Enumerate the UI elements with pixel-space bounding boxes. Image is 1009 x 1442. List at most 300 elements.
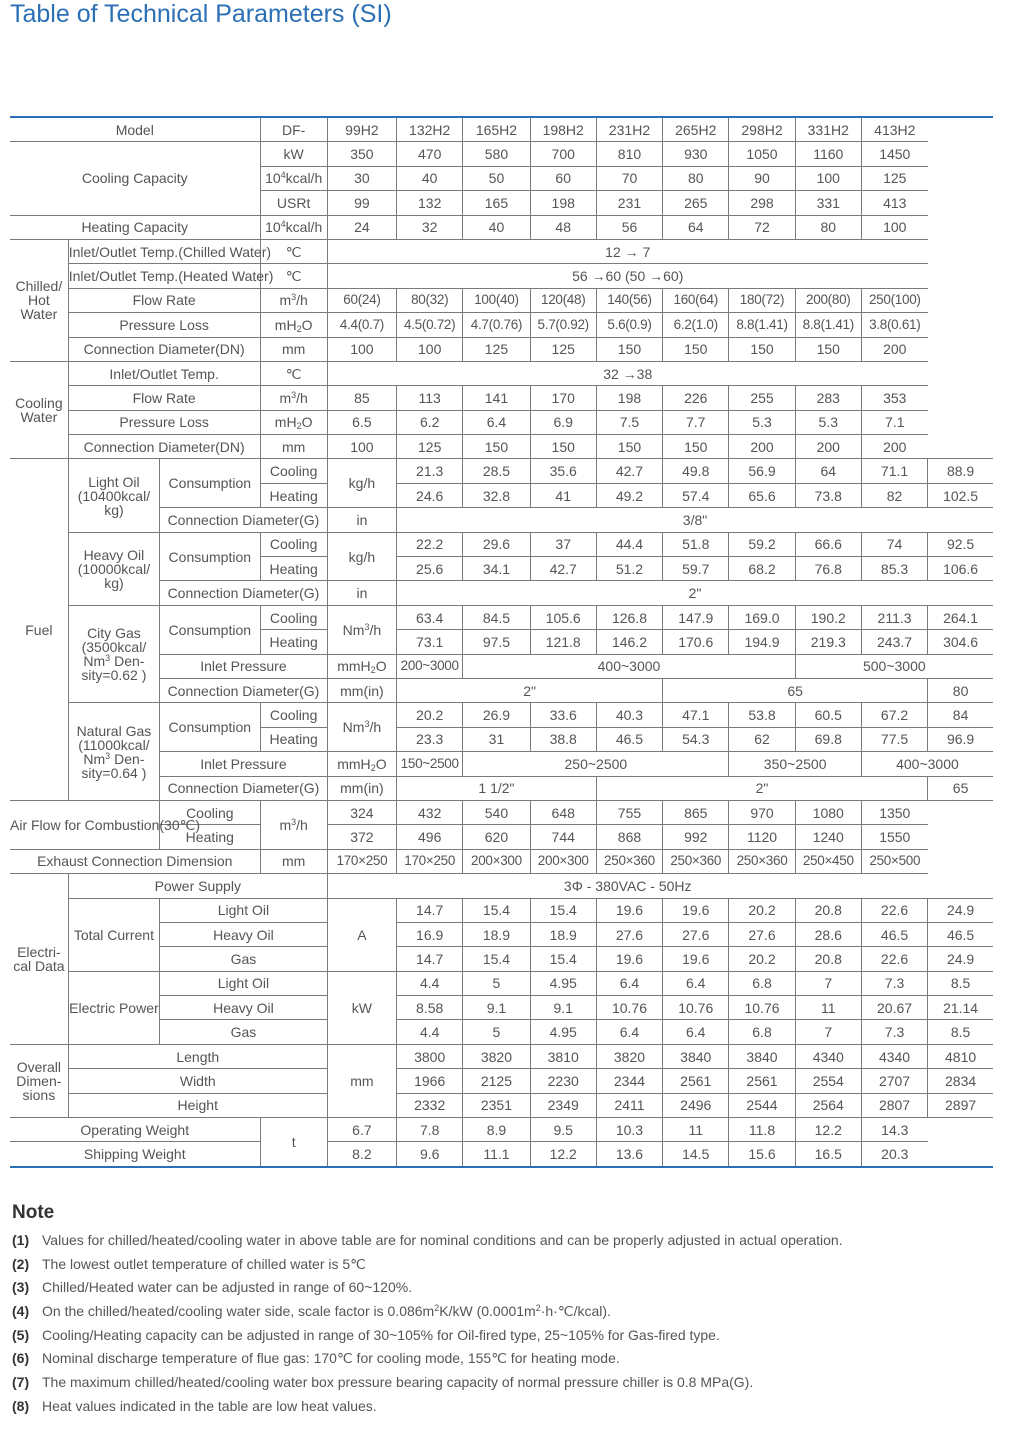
unit-cell: $10^4kcal/h$ xyxy=(260,166,327,190)
value-cell: 1550 xyxy=(861,825,927,849)
row-label: Flow Rate xyxy=(68,288,260,312)
group-label: Electri- cal Data xyxy=(10,874,68,1045)
value-cell: 2230 xyxy=(530,1069,596,1093)
value-cell: 6.8 xyxy=(729,1020,795,1044)
table-row xyxy=(10,800,993,824)
value-cell: 264.1 xyxy=(928,605,993,629)
value-cell: 19.6 xyxy=(596,898,662,922)
value-cell: 226 xyxy=(663,386,729,410)
value-cell: 400~3000 xyxy=(861,752,993,776)
value-cell: 20.2 xyxy=(397,703,463,727)
value-cell: 5.3 xyxy=(729,410,795,434)
note-item xyxy=(12,1374,843,1398)
value-cell: 2125 xyxy=(463,1069,530,1093)
value-cell: 19.6 xyxy=(663,898,729,922)
value-cell: 51.2 xyxy=(596,557,662,581)
table-row xyxy=(10,264,993,288)
value-cell: 150~2500 xyxy=(397,752,463,776)
value-cell: 64 xyxy=(795,459,861,483)
value-cell: 42.7 xyxy=(530,557,596,581)
value-cell: 15.6 xyxy=(729,1142,795,1167)
value-cell: 41 xyxy=(530,483,596,507)
value-cell: 20.2 xyxy=(729,898,795,922)
row-label: Connection Diameter(G) xyxy=(160,508,328,532)
row-label: Light Oil xyxy=(160,971,328,995)
value-cell: 198 xyxy=(596,386,662,410)
row-label: Gas xyxy=(160,947,328,971)
value-cell: 27.6 xyxy=(729,922,795,946)
value-cell: 16.9 xyxy=(397,922,463,946)
value-cell: 10.76 xyxy=(663,996,729,1020)
row-label: Model xyxy=(10,117,260,142)
value-cell: 8.8(1.41) xyxy=(729,313,795,337)
table-row xyxy=(10,898,993,922)
value-cell: 7.3 xyxy=(861,971,927,995)
page-title: Table of Technical Parameters (SI) xyxy=(10,0,392,28)
value-cell: 11.1 xyxy=(463,1142,530,1167)
row-label: Pressure Loss xyxy=(68,410,260,434)
row-label: Heating xyxy=(260,630,327,654)
value-cell: 27.6 xyxy=(663,922,729,946)
row-label: Inlet Pressure xyxy=(160,654,328,678)
note-item xyxy=(12,1256,843,1280)
unit-cell: t xyxy=(260,1118,327,1167)
value-cell: 32 →38 xyxy=(327,361,927,385)
value-cell: 4.95 xyxy=(530,971,596,995)
value-cell: 49.8 xyxy=(663,459,729,483)
unit-cell: A xyxy=(327,898,396,971)
value-cell: 150 xyxy=(596,337,662,361)
value-cell: 4810 xyxy=(928,1044,993,1068)
model-header: 331H2 xyxy=(795,117,861,142)
value-cell: 77.5 xyxy=(861,727,927,751)
value-cell: 38.8 xyxy=(530,727,596,751)
unit-cell: Nm$^3$/h xyxy=(327,703,396,752)
unit-cell: DF- xyxy=(260,117,327,142)
value-cell: 324 xyxy=(327,800,396,824)
row-label: Connection Diameter(G) xyxy=(160,776,328,800)
value-cell: 80 xyxy=(663,166,729,190)
table-row xyxy=(10,874,993,898)
value-cell: 6.4 xyxy=(596,971,662,995)
value-cell: 12 → 7 xyxy=(327,239,927,263)
value-cell: 8.8(1.41) xyxy=(795,313,861,337)
unit-cell: $m^3/h$ xyxy=(260,386,327,410)
value-cell: 65 xyxy=(663,678,928,702)
value-cell: 66.6 xyxy=(795,532,861,556)
value-cell: 3840 xyxy=(729,1044,795,1068)
value-cell: 170×250 xyxy=(397,849,463,873)
unit-cell: Nm$^3$/h xyxy=(327,605,396,654)
value-cell: 10.3 xyxy=(596,1118,662,1142)
value-cell: 250×450 xyxy=(795,849,861,873)
value-cell: 65.6 xyxy=(729,483,795,507)
value-cell: 9.1 xyxy=(530,996,596,1020)
value-cell: 97.5 xyxy=(463,630,530,654)
value-cell: 8.5 xyxy=(928,1020,993,1044)
value-cell: 146.2 xyxy=(596,630,662,654)
row-label: Connection Diameter(G) xyxy=(160,581,328,605)
fuel-name: Light Oil (10400kcal/ kg) xyxy=(68,459,159,532)
value-cell: 930 xyxy=(663,142,729,166)
value-cell: 24.6 xyxy=(397,483,463,507)
unit-cell: ℃ xyxy=(260,361,327,385)
table-row xyxy=(10,117,993,142)
note-text: On the chilled/heated/cooling water side, scale factor is $0.086m^2K/kW$ $(0.0001m^2\cdot h\cdot℃/kcal)$. xyxy=(42,1303,611,1320)
table-row xyxy=(10,1142,993,1167)
note-text: Nominal discharge temperature of flue gas: 170℃ for cooling mode, 155℃ for heating mode. xyxy=(42,1350,620,1367)
value-cell: 6.9 xyxy=(530,410,596,434)
value-cell: 46.5 xyxy=(596,727,662,751)
value-cell: 1120 xyxy=(729,825,795,849)
row-label: Connection Diameter(G) xyxy=(160,678,328,702)
value-cell: 140(56) xyxy=(596,288,662,312)
value-cell: 4.5(0.72) xyxy=(397,313,463,337)
value-cell: 4.4 xyxy=(397,971,463,995)
unit-cell: mm xyxy=(327,1044,396,1117)
value-cell: 125 xyxy=(861,166,927,190)
value-cell: 125 xyxy=(397,435,463,459)
value-cell: 48 xyxy=(530,215,596,239)
model-header: 413H2 xyxy=(861,117,927,142)
value-cell: 2411 xyxy=(596,1093,662,1117)
value-cell: 60(24) xyxy=(327,288,396,312)
value-cell: 74 xyxy=(861,532,927,556)
value-cell: 10.76 xyxy=(596,996,662,1020)
group-label: Overall Dimen- sions xyxy=(10,1044,68,1117)
value-cell: 100 xyxy=(327,435,396,459)
table-row xyxy=(10,435,993,459)
value-cell: 80(32) xyxy=(397,288,463,312)
unit-cell: $mH_2O$ xyxy=(260,313,327,337)
value-cell: 4.95 xyxy=(530,1020,596,1044)
value-cell: 150 xyxy=(729,337,795,361)
value-cell: 150 xyxy=(530,435,596,459)
value-cell: 180(72) xyxy=(729,288,795,312)
fuel-name: City Gas (3500kcal/ Nm$^3$ Den-sity=0.62 ) xyxy=(68,605,159,703)
unit-cell: mm(in) xyxy=(327,678,396,702)
value-cell: 22.6 xyxy=(861,898,927,922)
table-row xyxy=(10,532,993,556)
model-header: 231H2 xyxy=(596,117,662,142)
technical-parameters-table xyxy=(10,116,993,1168)
value-cell: 20.8 xyxy=(795,947,861,971)
note-text: Cooling/Heating capacity can be adjusted in range of 30~105% for Oil-fired type, 25~105% for Gas-fired type. xyxy=(42,1326,720,1343)
row-label: Heating xyxy=(260,557,327,581)
row-label: Light Oil xyxy=(160,898,328,922)
value-cell: 24.9 xyxy=(928,947,993,971)
value-cell: 2" xyxy=(397,678,663,702)
table-row xyxy=(10,605,993,629)
value-cell: 20.2 xyxy=(729,947,795,971)
value-cell: 59.7 xyxy=(663,557,729,581)
row-label: Inlet Pressure xyxy=(160,752,328,776)
value-cell: 73.1 xyxy=(397,630,463,654)
value-cell: 69.8 xyxy=(795,727,861,751)
value-cell: 2351 xyxy=(463,1093,530,1117)
notes-title: Note xyxy=(12,1202,55,1223)
value-cell: 755 xyxy=(596,800,662,824)
value-cell: 169.0 xyxy=(729,605,795,629)
value-cell: 219.3 xyxy=(795,630,861,654)
value-cell: 19.6 xyxy=(596,947,662,971)
value-cell: 132 xyxy=(397,191,463,215)
value-cell: 1966 xyxy=(397,1069,463,1093)
row-label: Cooling xyxy=(160,800,260,824)
value-cell: 8.9 xyxy=(463,1118,530,1142)
value-cell: 700 xyxy=(530,142,596,166)
value-cell: 35.6 xyxy=(530,459,596,483)
row-label: Connection Diameter(DN) xyxy=(68,337,260,361)
value-cell: 6.2 xyxy=(397,410,463,434)
value-cell: 28.6 xyxy=(795,922,861,946)
value-cell: 350~2500 xyxy=(729,752,862,776)
value-cell: 11.8 xyxy=(729,1118,795,1142)
value-cell: 57.4 xyxy=(663,483,729,507)
value-cell: 200×300 xyxy=(530,849,596,873)
value-cell: 170×250 xyxy=(327,849,396,873)
row-label: Cooling xyxy=(260,703,327,727)
value-cell: 59.2 xyxy=(729,532,795,556)
value-cell: 51.8 xyxy=(663,532,729,556)
note-number: (1) xyxy=(12,1232,30,1248)
note-item xyxy=(12,1327,843,1351)
unit-cell: mmH$_2$O xyxy=(327,654,396,678)
value-cell: 32 xyxy=(397,215,463,239)
value-cell: 100 xyxy=(327,337,396,361)
value-cell: 85.3 xyxy=(861,557,927,581)
value-cell: 88.9 xyxy=(928,459,993,483)
note-text: The lowest outlet temperature of chilled water is 5℃ xyxy=(42,1255,366,1272)
fuel-name: Heavy Oil (10000kcal/ kg) xyxy=(68,532,159,605)
group-label: Chilled/ Hot Water xyxy=(10,239,68,361)
note-text: The maximum chilled/heated/cooling water box pressure bearing capacity of normal pressure chiller is 0.8 MPa(G). xyxy=(42,1374,754,1391)
row-label: Heating Capacity xyxy=(10,215,260,239)
value-cell: 29.6 xyxy=(463,532,530,556)
value-cell: 76.8 xyxy=(795,557,861,581)
row-label: Inlet/Outlet Temp.(Chilled Water) xyxy=(68,239,260,263)
value-cell: 34.1 xyxy=(463,557,530,581)
value-cell: 105.6 xyxy=(530,605,596,629)
value-cell: 21.3 xyxy=(397,459,463,483)
value-cell: 64 xyxy=(663,215,729,239)
table-row xyxy=(10,410,993,434)
value-cell: 372 xyxy=(327,825,396,849)
value-cell: 82 xyxy=(861,483,927,507)
value-cell: 150 xyxy=(795,337,861,361)
row-label: Consumption xyxy=(160,532,260,581)
value-cell: 250~2500 xyxy=(463,752,729,776)
row-label: Height xyxy=(68,1093,327,1117)
table-row xyxy=(10,1044,993,1068)
unit-cell: USRt xyxy=(260,191,327,215)
note-item xyxy=(12,1303,843,1327)
value-cell: 194.9 xyxy=(729,630,795,654)
value-cell: 3800 xyxy=(397,1044,463,1068)
value-cell: 47.1 xyxy=(663,703,729,727)
value-cell: 20.8 xyxy=(795,898,861,922)
row-label: Total Current xyxy=(68,898,159,971)
value-cell: 8.58 xyxy=(397,996,463,1020)
row-label: Heavy Oil xyxy=(160,996,328,1020)
value-cell: 9.5 xyxy=(530,1118,596,1142)
value-cell: 68.2 xyxy=(729,557,795,581)
model-header: 198H2 xyxy=(530,117,596,142)
row-label: Cooling xyxy=(260,459,327,483)
value-cell: 2807 xyxy=(861,1093,927,1117)
value-cell: 71.1 xyxy=(861,459,927,483)
row-label: Pressure Loss xyxy=(68,313,260,337)
value-cell: 1450 xyxy=(861,142,927,166)
row-label: Consumption xyxy=(160,459,260,508)
value-cell: 22.6 xyxy=(861,947,927,971)
table-row xyxy=(10,239,993,263)
value-cell: 65 xyxy=(928,776,993,800)
value-cell: 170.6 xyxy=(663,630,729,654)
row-label: Gas xyxy=(160,1020,328,1044)
unit-cell: $m^3/h$ xyxy=(260,800,327,849)
value-cell: 580 xyxy=(463,142,530,166)
value-cell: 24 xyxy=(327,215,396,239)
value-cell: 7 xyxy=(795,1020,861,1044)
unit-cell: kg/h xyxy=(327,459,396,508)
value-cell: 3Φ - 380VAC - 50Hz xyxy=(327,874,927,898)
value-cell: 14.5 xyxy=(663,1142,729,1167)
value-cell: 1350 xyxy=(861,800,927,824)
note-number: (4) xyxy=(12,1303,30,1320)
value-cell: 3820 xyxy=(463,1044,530,1068)
table-row xyxy=(10,386,993,410)
value-cell: 3820 xyxy=(596,1044,662,1068)
value-cell: 331 xyxy=(795,191,861,215)
value-cell: 9.1 xyxy=(463,996,530,1020)
value-cell: 60.5 xyxy=(795,703,861,727)
value-cell: 44.4 xyxy=(596,532,662,556)
value-cell: 211.3 xyxy=(861,605,927,629)
value-cell: 2349 xyxy=(530,1093,596,1117)
value-cell: 92.5 xyxy=(928,532,993,556)
value-cell: 304.6 xyxy=(928,630,993,654)
value-cell: 6.7 xyxy=(327,1118,396,1142)
value-cell: 400~3000 xyxy=(463,654,795,678)
value-cell: 31 xyxy=(463,727,530,751)
note-number: (6) xyxy=(12,1350,30,1367)
unit-cell: kg/h xyxy=(327,532,396,581)
value-cell: 250×360 xyxy=(596,849,662,873)
value-cell: 62 xyxy=(729,727,795,751)
value-cell: 15.4 xyxy=(530,947,596,971)
table-row xyxy=(10,459,993,483)
value-cell: 1080 xyxy=(795,800,861,824)
value-cell: 12.2 xyxy=(530,1142,596,1167)
value-cell: 15.4 xyxy=(463,898,530,922)
row-label: Air Flow for Combustion(30℃) xyxy=(10,800,160,849)
value-cell: 20.3 xyxy=(861,1142,927,1167)
row-label: Length xyxy=(68,1044,327,1068)
value-cell: 160(64) xyxy=(663,288,729,312)
value-cell: 4.7(0.76) xyxy=(463,313,530,337)
row-label: Shipping Weight xyxy=(10,1142,260,1167)
table-row xyxy=(10,703,993,727)
value-cell: 121.8 xyxy=(530,630,596,654)
value-cell: 1 1/2" xyxy=(397,776,597,800)
value-cell: 190.2 xyxy=(795,605,861,629)
value-cell: 46.5 xyxy=(928,922,993,946)
value-cell: 868 xyxy=(596,825,662,849)
value-cell: 198 xyxy=(530,191,596,215)
value-cell: 250×360 xyxy=(729,849,795,873)
row-label: Electric Power xyxy=(68,971,159,1044)
value-cell: 413 xyxy=(861,191,927,215)
value-cell: 4340 xyxy=(795,1044,861,1068)
value-cell: 16.5 xyxy=(795,1142,861,1167)
value-cell: 18.9 xyxy=(530,922,596,946)
value-cell: 40.3 xyxy=(596,703,662,727)
value-cell: 20.67 xyxy=(861,996,927,1020)
value-cell: 5 xyxy=(463,971,530,995)
notes-list xyxy=(12,1232,843,1422)
value-cell: 63.4 xyxy=(397,605,463,629)
value-cell: 147.9 xyxy=(663,605,729,629)
value-cell: 496 xyxy=(397,825,463,849)
value-cell: 2" xyxy=(397,581,993,605)
unit-cell: mm xyxy=(260,435,327,459)
value-cell: 3840 xyxy=(663,1044,729,1068)
value-cell: 8.2 xyxy=(327,1142,396,1167)
value-cell: 7.5 xyxy=(596,410,662,434)
value-cell: 11 xyxy=(663,1118,729,1142)
value-cell: 56 →60 (50 →60) xyxy=(327,264,927,288)
value-cell: 100(40) xyxy=(463,288,530,312)
value-cell: 42.7 xyxy=(596,459,662,483)
value-cell: 80 xyxy=(795,215,861,239)
value-cell: 3/8" xyxy=(397,508,993,532)
value-cell: 6.2(1.0) xyxy=(663,313,729,337)
unit-cell: mmH$_2$O xyxy=(327,752,396,776)
value-cell: 10.76 xyxy=(729,996,795,1020)
note-number: (5) xyxy=(12,1326,30,1343)
value-cell: 432 xyxy=(397,800,463,824)
value-cell: 4340 xyxy=(861,1044,927,1068)
value-cell: 14.3 xyxy=(861,1118,927,1142)
unit-cell: in xyxy=(327,581,396,605)
row-label: Connection Diameter(DN) xyxy=(68,435,260,459)
note-number: (7) xyxy=(12,1374,30,1391)
value-cell: 106.6 xyxy=(928,557,993,581)
value-cell: 648 xyxy=(530,800,596,824)
value-cell: 126.8 xyxy=(596,605,662,629)
value-cell: 11 xyxy=(795,996,861,1020)
note-text: Values for chilled/heated/cooling water in above table are for nominal conditions and can be properly adjusted in actual operation. xyxy=(42,1232,843,1248)
value-cell: 620 xyxy=(463,825,530,849)
group-label: Fuel xyxy=(10,459,68,800)
value-cell: 6.4 xyxy=(663,1020,729,1044)
value-cell: 54.3 xyxy=(663,727,729,751)
table-row xyxy=(10,313,993,337)
value-cell: 200(80) xyxy=(795,288,861,312)
value-cell: 470 xyxy=(397,142,463,166)
value-cell: 56.9 xyxy=(729,459,795,483)
value-cell: 46.5 xyxy=(861,922,927,946)
value-cell: 6.5 xyxy=(327,410,396,434)
value-cell: 150 xyxy=(663,435,729,459)
model-header: 99H2 xyxy=(327,117,396,142)
unit-cell: mm xyxy=(260,337,327,361)
value-cell: 243.7 xyxy=(861,630,927,654)
value-cell: 250×360 xyxy=(663,849,729,873)
note-text: Chilled/Heated water can be adjusted in range of 60~120%. xyxy=(42,1279,413,1296)
unit-cell: mm xyxy=(260,849,327,873)
